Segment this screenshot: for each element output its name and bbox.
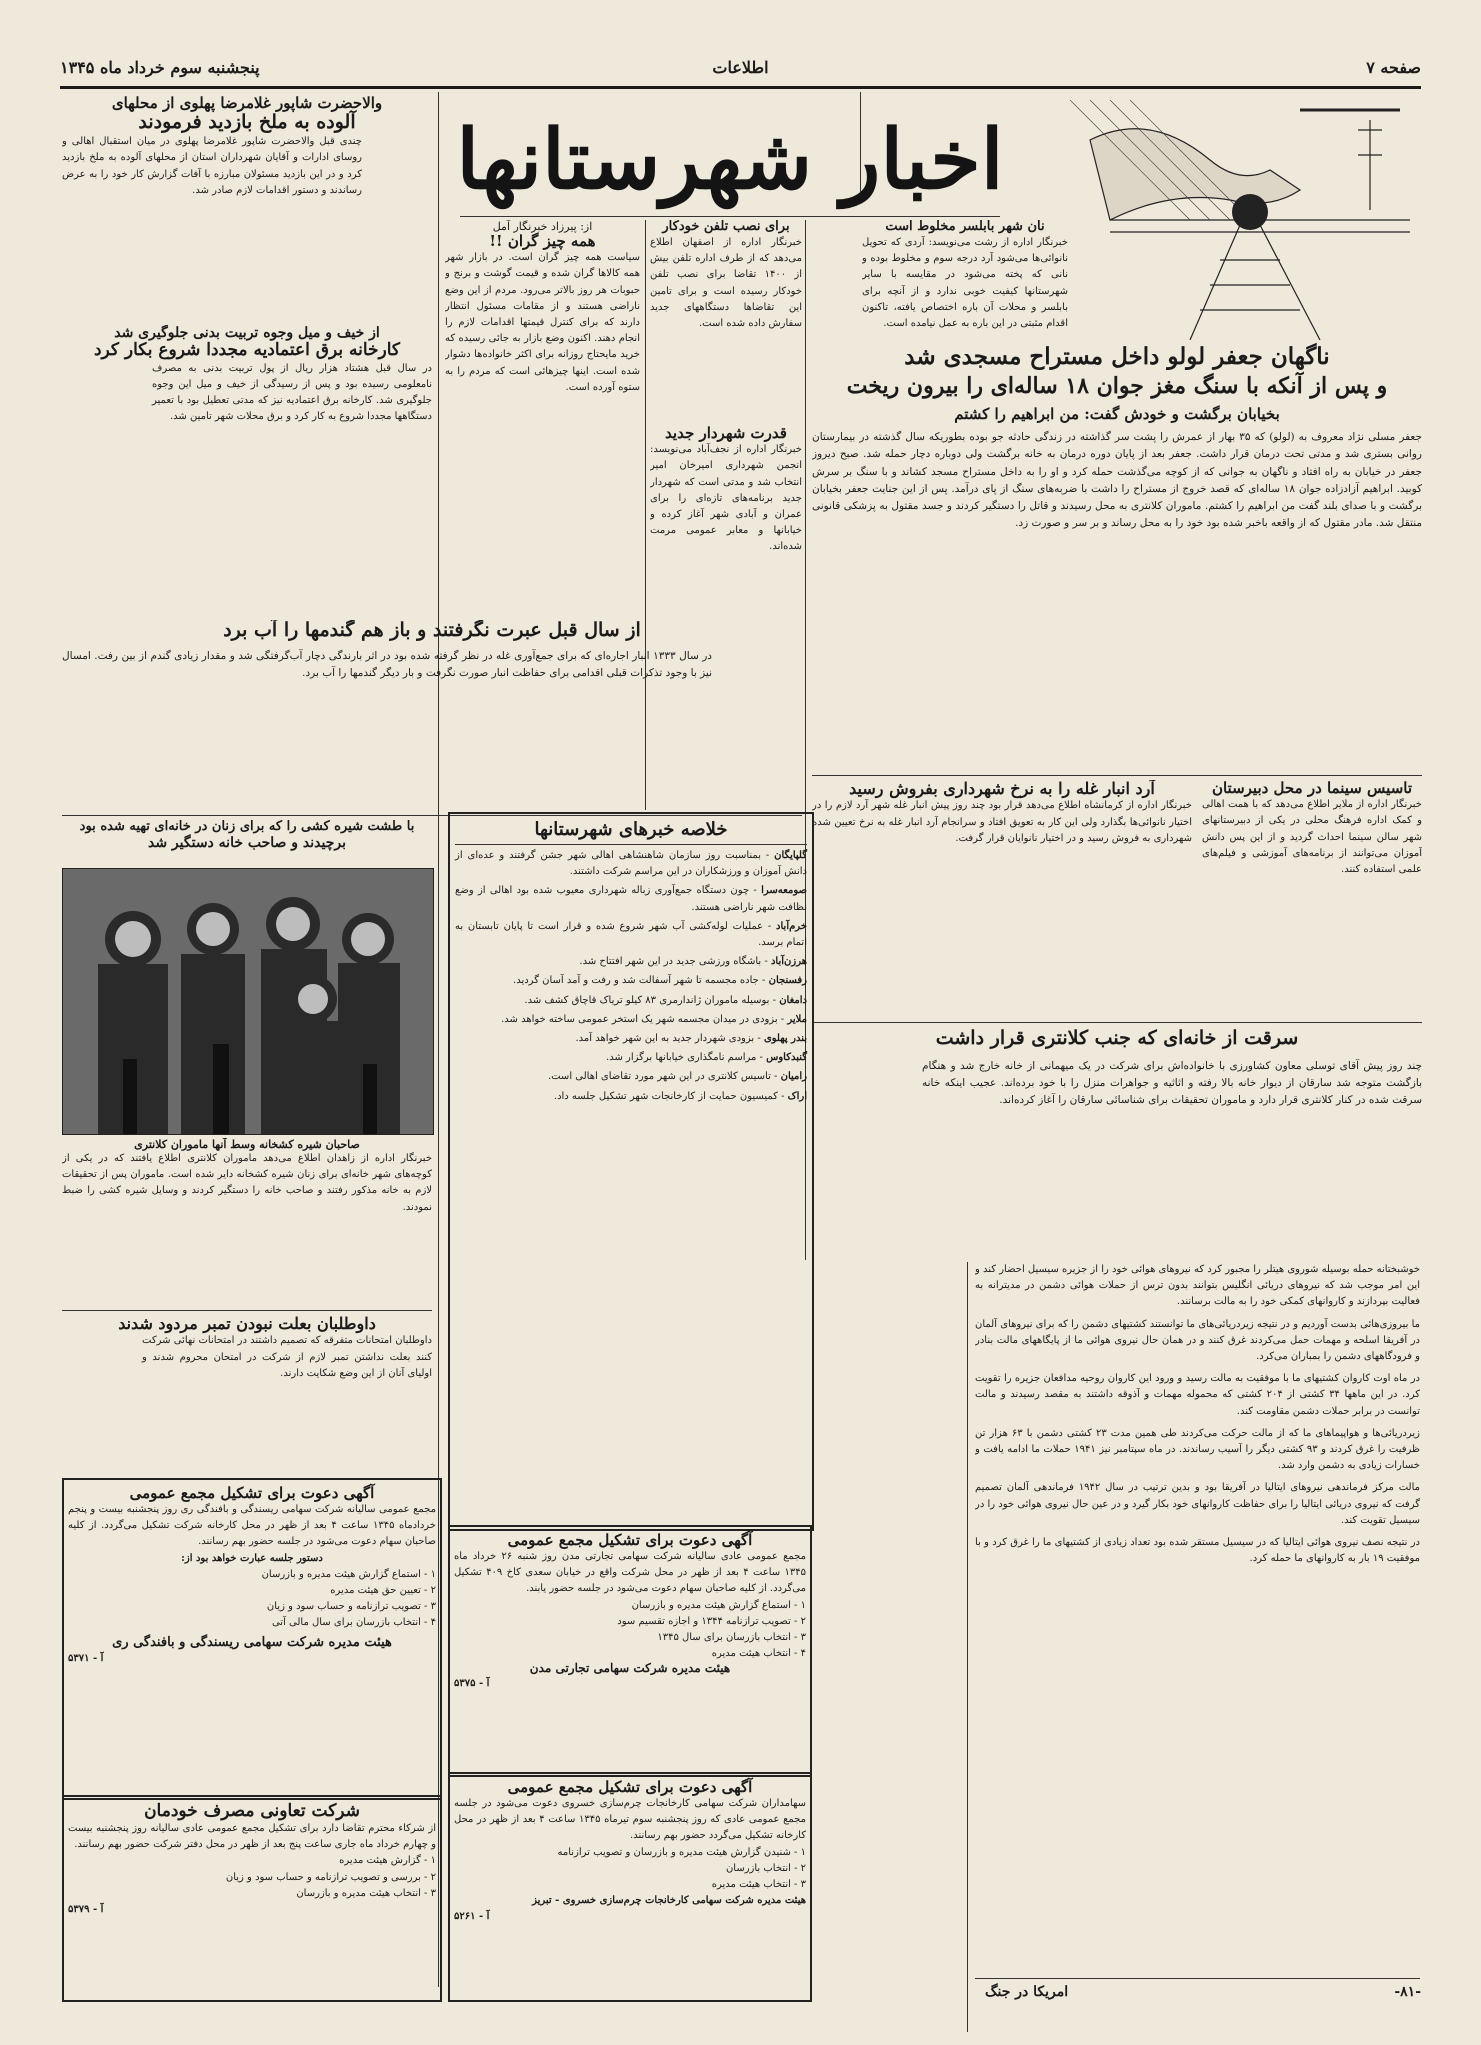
ad-coop-code: آ - ۵۳۷۹ (68, 1904, 104, 1916)
summary-item-city: رامیان (780, 1071, 807, 1083)
war-paragraph-4: زیردریائی‌ها و هواپیماهای ما که از مالت حرکت می‌کردند طی همین مدت ۲۳ کشتی دشمن با ۶۳ هزار تن ظرفیت را غرق کردند و ۹۳ کشتی دیگر را آسیب رساندند. در ماه سپتامبر نیز ۱۹۴۱ حملات ما ادامه یافت و خسارات زیادی به دشمن وارد شد. (975, 1427, 1420, 1472)
cinema-headline: تاسیس سینما در محل دبیرستان (1211, 780, 1413, 797)
group-photo-icon (63, 869, 433, 1134)
summary-item-city: رفسنجان (768, 975, 807, 987)
ad-coop-agenda-1: ۱ - گزارش هیئت مدیره (339, 1855, 436, 1867)
mayor-headline: قدرت شهردار جدید (665, 425, 787, 442)
ad-madan-agenda-1: ۱ - استماع گزارش هیئت مدیره و بازرسان (631, 1599, 806, 1611)
summary-item-separator: - (754, 1033, 764, 1045)
summary-item (455, 1069, 807, 1085)
war-author: امریکا در جنگ (985, 1984, 1069, 2000)
summary-item-text: مراسم نامگذاری خیابانها برگزار شد. (606, 1052, 757, 1064)
ad-cooperative (62, 1795, 442, 2002)
opium-caption-title: صاحبان شیره کشخانه وسط آنها ماموران کلانتری (134, 1138, 360, 1151)
students-article (62, 1315, 432, 1470)
summary-item-text: جاده مجسمه تا شهر آسفالت شد و رفت و آمد آسان گردید. (513, 975, 759, 987)
ad-rey-title: آگهی دعوت برای تشکیل مجمع عمومی (129, 1484, 375, 1502)
telephone-article (650, 220, 802, 420)
murder-article (812, 342, 1422, 772)
ad-madan (448, 1525, 812, 1777)
summary-item-city: صومعه‌سرا (761, 885, 807, 897)
summary-item-text: بزودی شهردار جدید به این شهر خواهد آمد. (575, 1033, 755, 1045)
ad-madan-body: مجمع عمومی عادی سالیانه شرکت سهامی تجارتی مدن روز شنبه ۲۶ خرداد ماه ۱۳۴۵ ساعت ۴ بعد از ظهر در محل شرکت واقع در خیابان سعدی کاخ ۴۰۹ تشکیل می‌گردد. از کلیه صاحبان سهام دعوت می‌شود در جلسه حضور یابند. (454, 1551, 806, 1595)
summary-item-city: هرزن‌آباد (770, 956, 807, 968)
summary-item-separator: - (749, 885, 762, 897)
ad-khosravi-title: آگهی دعوت برای تشکیل مجمع عمومی (507, 1778, 753, 1796)
summary-title: خلاصه خبرهای شهرستانها (455, 819, 807, 845)
war-paragraph-6: در نتیجه نصف نیروی هوائی ایتالیا که در سیسیل مستقر شده بود تعداد زیادی از کشتیهای ما را غرق کرد و با موفقیت ۱۹ بار به کاروانهای ما حمله کرد. (975, 1537, 1420, 1565)
summary-item-text: بمناسبت روز سازمان شاهنشاهی اهالی شهر جشن گرفتند و عده‌ای از دانش آموزان و ورزشکاران در این مراسم شرکت داشتند. (455, 850, 807, 878)
summary-item-text: باشگاه ورزشی جدید در این شهر افتتاح شد. (579, 956, 762, 968)
wheat-headline: از سال قبل عبرت نگرفتند و باز هم گندمها را آب برد (223, 620, 641, 641)
divider-theft (812, 1022, 1422, 1023)
ad-khosravi-agenda-3: ۳ - انتخاب هیئت مدیره (711, 1879, 806, 1891)
ad-madan-title: آگهی دعوت برای تشکیل مجمع عمومی (507, 1531, 753, 1549)
ad-madan-agenda-4: ۴ - انتخاب هیئت مدیره (711, 1648, 806, 1660)
ad-rey-code: آ - ۵۳۷۱ (68, 1652, 104, 1664)
summary-item-city: گلپایگان (774, 850, 807, 861)
students-body: داوطلبان امتحانات متفرقه که تصمیم داشتند در امتحانات نهائی شرکت کنند بعلت نداشتن تمبر لازم از شرکت در امتحان محروم شدند و اولیای آنان از این وضع شکایت دارند. (142, 1335, 432, 1379)
ad-khosravi (448, 1772, 812, 2002)
theft-body: چند روز پیش آقای توسلی معاون کشاورزی با خانواده‌اش برای شرکت در یک میهمانی از خانه خارج شد و هنگام بازگشت متوجه شد سارقان از دیوار خانه بالا رفته و اثاثیه و جواهرات منزل را با خود برده‌اند. عجیب اینکه خانه سرقت شده در کنار کلانتری قرار دارد و ماموران تحقیقات برای شناسائی سارقان را آغاز کرده‌اند. (922, 1059, 1422, 1107)
theft-headline: سرقت از خانه‌ای که جنب کلانتری قرار داشت (935, 1028, 1299, 1049)
summary-item-city: خرم‌آباد (776, 920, 807, 932)
summary-item-text: عملیات لوله‌کشی آب شهر شروع شده و قرار است تا پایان تابستان به اتمام برسد. (455, 920, 807, 949)
summary-item (455, 954, 807, 970)
summary-item-text: بزودی در میدان مجسمه شهر یک استخر عمومی ساخته خواهد شد. (501, 1013, 778, 1025)
flour-body: خبرنگار اداره از کرمانشاه اطلاع می‌دهد قرار بود چند روز پیش انبار غله شهر آرد لازم را در اختیار نانوائی‌ها بگذارد ولی این کار به تعویق افتاد و سرانجام آرد انبار غله به نرخ تعیین شده شهرداری به فروش رسید و در اختیار نانوایان قرار گرفت. (812, 800, 1192, 844)
summary-item (455, 848, 807, 880)
cinema-article (1202, 780, 1422, 1020)
power-article (62, 325, 432, 615)
summary-item (455, 993, 807, 1009)
opium-headline-block (62, 820, 432, 865)
summary-item-separator: - (770, 1071, 781, 1083)
ad-coop-agenda-3: ۳ - انتخاب هیئت مدیره و بازرسان (296, 1887, 436, 1899)
summary-item (455, 919, 807, 951)
murder-body: جعفر مسلی نژاد معروف به (لولو) که ۳۵ بهار از عمرش را پشت سر گذاشته در زندگی حادثه جو بوده بطوریکه سال گذشته در بیمارستان روانی بستری شد و مدتی تحت درمان قرار داشت. جعفر بعد از پایان دوره درمان به خانه برگشت ولی دوباره دچار حمله شد. صبح دیروز جعفر در خیابان به راه افتاد و ناگهان به جوانی که از کوچه می‌گذشت حمله کرد و او را به داخل مستراح مسجد کشاند و با سنگ بر سرش کوبید. ابراهیم آزادزاده جوان ۱۸ ساله‌ای که قصد خروج از مستراح را داشت با ضربه‌های سنگ از پای درآمد. پس از این جنایت جعفر بخیابان برگشت و با صدای بلند گفت من ابراهیم را کشتم. ماموران کلانتری به محل رسیدند و قاتل را دستگیر کردند و جسد مقتول به پزشکی قانونی منتقل شد. مادر مقتول که از واقعه باخبر شده بود خود را به محل رساند و بر سر و صورت زد. (812, 430, 1422, 530)
summary-item-text: کمیسیون حمایت از کارخانجات شهر تشکیل جلسه داد. (553, 1090, 778, 1102)
ad-rey-sign: هیئت مدیره شرکت سهامی ریسندگی و بافندگی ری (112, 1634, 392, 1650)
summary-item-separator: - (761, 850, 775, 861)
bread-body: خبرنگار اداره از رشت می‌نویسد: آردی که تحویل نانوائی‌ها می‌شود آرد درجه سوم و مخلوط بوده و نانی که پخته می‌شود در مقایسه با سایر شهرستانها کیفیت خوبی ندارد و از آنچه برای بابلسر و محلات آن باره اختصاص یافته، تاکنون اقدام مثبتی در این باره به عمل نیامده است. (862, 236, 1068, 329)
summary-item (455, 1089, 807, 1105)
summary-item (455, 1050, 807, 1066)
opium-headline-1: با طشت شیره کشی را که برای زنان در خانه‌ای تهیه شده بود (79, 820, 415, 834)
ad-khosravi-sign: هیئت مدیره شرکت سهامی کارخانجات چرم‌سازی خسروی - تبریز (532, 1895, 806, 1907)
theft-article (812, 1028, 1422, 1253)
war-paragraph-1: خوشبختانه حمله بوسیله شوروی هیتلر را مجبور کرد که نیروهای هوائی خود را از جزیره سیسیل احضار کند و این امر موجب شد که نیروهای دریائی انگلیس بتوانند بدون ترس از حملات هوائی دشمن در مدیترانه به فعالیت بپردازند و کاروانهای کمکی خود را به مالت برسانند. (975, 1264, 1420, 1308)
ad-rey-textile (62, 1478, 442, 1800)
prince-headline-1: والاحضرت شاپور غلامرضا پهلوی از محلهای (111, 95, 383, 112)
prices-headline: همه چیز گران !! (489, 232, 596, 250)
ad-khosravi-agenda-2: ۲ - انتخاب بازرسان (725, 1862, 806, 1874)
summary-item-text: بوسیله ماموران ژاندارمری ۸۳ کیلو تریاک قاچاق کشف شد. (524, 994, 770, 1006)
summary-item-city: ملایر (787, 1013, 807, 1025)
students-headline: داوطلبان بعلت نبودن تمبر مردود شدند (118, 1315, 376, 1333)
ad-rey-agenda-2: ۲ - تعیین حق هیئت مدیره (330, 1585, 436, 1597)
summary-item (455, 1031, 807, 1047)
summary-item-city: بندر پهلوی (763, 1033, 807, 1045)
war-paragraph-2: ما بیروزی‌هائی بدست آوردیم و در نتیجه زیردریائی‌های ما توانستند کشتیهای دشمن را که برای نیروهای آلمان در آفریقا اسلحه و مهمات حمل می‌کردند غرق کنند و در همان حال نیروی هوائی ما از پایگاههای مالت بنادر و فرودگاههای دشمن را بمباران می‌کرد. (975, 1318, 1420, 1363)
power-headline-2: کارخانه برق اعتمادیه مجددا شروع بکار کرد (93, 340, 401, 361)
summary-item-separator: - (761, 956, 771, 968)
prices-byline: از: پیرزاد خبرنگار آمل (492, 220, 593, 233)
divider-students (62, 1310, 432, 1311)
murder-headline-2: و پس از آنکه با سنگ مغز جوان ۱۸ ساله‌ای را بیرون ریخت (846, 373, 1388, 400)
page-number: صفحه ۷ (1366, 58, 1421, 77)
ad-madan-agenda-3: ۳ - انتخاب بازرسان برای سال ۱۳۴۵ (657, 1632, 806, 1644)
summary-item-city: دامغان (779, 994, 807, 1006)
summary-item (455, 1012, 807, 1028)
summary-item-separator: - (777, 1090, 788, 1102)
opium-caption (62, 1138, 432, 1308)
war-serial (975, 1262, 1420, 1974)
header-rule (60, 86, 1421, 89)
prince-article (62, 95, 432, 325)
ad-rey-agenda-3: ۳ - تصویب ترازنامه و حساب سود و زیان (266, 1601, 436, 1613)
prince-headline-2: آلوده به ملخ بازدید فرمودند (138, 111, 356, 134)
ad-coop-title: شرکت تعاونی مصرف خودمان (144, 1801, 360, 1821)
cinema-body: خبرنگار اداره از ملایر اطلاع می‌دهد که با همت اهالی و کمک اداره فرهنگ محلی در یکی از دبیرستانهای شهر سالن سینما احداث گردید و از این پس دانش آموزان می‌توانند از برنامه‌های آموزشی و فیلم‌های علمی استفاده کنند. (1202, 799, 1422, 876)
summary-item-text: چون دستگاه جمع‌آوری زباله شهرداری معیوب شده بود اهالی از وضع نظافت شهر ناراضی هستند. (455, 885, 807, 913)
summary-item-separator: - (763, 920, 777, 932)
ad-madan-sign: هیئت مدیره شرکت سهامی تجارتی مدن (529, 1661, 731, 1676)
opium-headline-2: برچیدند و صاحب خانه دستگیر شد (147, 834, 347, 851)
ad-madan-agenda-2: ۲ - تصویب ترازنامه ۱۳۴۴ و اجازه تقسیم سود (617, 1615, 806, 1627)
ad-madan-code: آ - ۵۳۷۵ (454, 1678, 490, 1690)
telephone-headline: برای نصب تلفن خودکار (662, 220, 790, 234)
war-paragraph-5: مالت مرکز فرماندهی نیروهای ایتالیا در آفریقا بود و بدین ترتیب در سال ۱۹۴۲ فرماندهی آلمان تصمیم گرفت که نیروی دریائی ایتالیا را برای حفاظت کاروانهای خود بکار گیرد و در عین حال نیروی هوائی خود را در سیسیل تقویت کند. (975, 1482, 1420, 1526)
summary-item-city: گنبدکاوس (766, 1052, 807, 1064)
opium-photo (62, 868, 434, 1135)
opium-caption-body: خبرنگار اداره از زاهدان اطلاع می‌دهد ماموران کلانتری اطلاع یافتند که در یکی از کوچه‌های شهر خانه‌ای برای زنان شیره کشخانه دایر شده است. ماموران پس از تحقیقات لازم به خانه مذکور رفتند و صاحب خانه را دستگیر کردند و وسایل شیره کشی را ضبط نمودند. (62, 1153, 432, 1213)
bread-illustration (1070, 100, 1425, 340)
mayor-body: خبرنگار اداره از نجف‌آباد می‌نویسد: انجمن شهرداری امیرخان امیر انتخاب شد و مدتی است که شهردار جدید برنامه‌های تازه‌ای را برای عمران و آبادی شهر آغاز کرده و خیابانها و معابر عمومی مرمت شده‌اند. (650, 444, 802, 553)
ad-rey-agenda-title: دستور جلسه عبارت خواهد بود از: (181, 1552, 323, 1564)
city-news-summary (448, 812, 814, 1531)
column-rule-bottom (967, 1262, 968, 2032)
ad-rey-agenda-4: ۴ - انتخاب بازرسان برای سال مالی آتی (271, 1617, 436, 1629)
ad-khosravi-code: آ - ۵۲۶۱ (454, 1911, 490, 1923)
murder-headline-3: بخیابان برگشت و خودش گفت: من ابراهیم را کشتم (954, 404, 1280, 423)
running-head (60, 58, 1421, 84)
power-headline-1: از خیف و میل وجوه تربیت بدنی جلوگیری شد (114, 325, 380, 341)
murder-headline-1: ناگهان جعفر لولو داخل مستراح مسجدی شد (904, 343, 1330, 370)
ad-rey-body: مجمع عمومی سالیانه شرکت سهامی ریسندگی و بافندگی ری روز پنجشنبه بیست و پنجم خردادماه ۱۳۴۵ ساعت ۴ بعد از ظهر در محل کارخانه شرکت تشکیل می‌گردد. از کلیه صاحبان سهام دعوت می‌شود در جلسه حضور بهم رسانند. (68, 1504, 436, 1548)
flour-article (812, 780, 1192, 1020)
war-number: -۸۱- (1394, 1984, 1421, 2000)
ad-khosravi-body: سهامداران شرکت سهامی کارخانجات چرم‌سازی خسروی دعوت می‌شود در جلسه مجمع عمومی عادی که روز پنجشنبه سوم تیرماه ۱۳۴۵ ساعت ۴ بعد از ظهر در محل کارخانه تشکیل می‌گردد حضور بهم رسانند. (454, 1798, 806, 1842)
summary-item (455, 973, 807, 989)
prices-body: سیاست همه چیز گران است. در بازار شهر همه کالاها گران شده و قیمت گوشت و برنج و حبوبات هر روز بالاتر می‌رود. مردم از این وضع ناراضی هستند و از مقامات مسئول انتظار دارند که برای کنترل قیمتها اقدامات لازم را انجام دهند. اکنون وضع بازار به جائی رسیده که خرید مایحتاج روزانه برای اکثر خانواده‌ها دشوار شده است. اینها چیزهائی است که مردم را به ستوه آورده است. (445, 252, 640, 393)
summary-item-separator: - (758, 975, 769, 987)
wheat-article (62, 620, 802, 805)
wheat-body: در سال ۱۳۳۳ انبار اجاره‌ای که برای جمع‌آوری غله در نظر گرفته شده بود در اثر بارندگی دچار آب‌گرفتگی شد و مقدار زیادی گندم از بین رفت. امسال نیز با وجود تذکرات قبلی اقدامی برای حفاظت انبار صورت نگرفت و بار دیگر گندمها را آب برد. (62, 649, 712, 680)
ad-khosravi-agenda-1: ۱ - شنیدن گزارش هیئت مدیره و بازرسان و تصویب ترازنامه (557, 1846, 806, 1858)
bread-article (862, 220, 1068, 340)
flour-headline: آرد انبار غله را به نرخ شهرداری بفروش رسید (849, 780, 1155, 798)
divider-festival (812, 775, 1422, 776)
power-body: در سال قبل هشتاد هزار ریال از پول تربیت بدنی به مصرف نامعلومی رسیده بود و پس از رسیدگی از خیف و میل این وجوه جلوگیری شد. کارخانه برق اعتمادیه نیز که مدتی تعطیل بود با تعمیر دستگاهها مجددا شروع به کار کرد و برق محلات شهر تامین شد. (152, 362, 432, 423)
ad-rey-agenda-1: ۱ - استماع گزارش هیئت مدیره و بازرسان (261, 1568, 436, 1580)
bread-headline: نان شهر بابلسر مخلوط است (885, 220, 1045, 234)
railway-hand-icon (1070, 100, 1425, 340)
prince-body: چندی قبل والاحضرت شاپور غلامرضا پهلوی در میان استقبال اهالی و روسای ادارات و آقایان شهرداران استان از محلهای آلوده به ملخ بازدید کرد و در این بازدید مسئولان مبارزه با آفات گزارش کار خود را به عرض رساندند و دستور اقدامات لازم صادر شد. (62, 136, 362, 196)
war-paragraph-3: در ماه اوت کاروان کشتیهای ما با موفقیت به مالت رسید و ورود این کاروان روحیه مدافعان جزیره را تقویت کرد. در این ماهها ۳۴ کشتی از ۲۰۴ کشتی که محموله مهمات و آذوقه داشتند به مقصد رسیدند و مالت توانست در برابر حملات دشمن مقاومت کند. (975, 1373, 1420, 1417)
masthead-rule (460, 216, 1000, 217)
summary-item-separator: - (777, 1013, 788, 1025)
summary-item-city: اراک (787, 1090, 807, 1102)
issue-date: پنجشنبه سوم خرداد ماه ۱۳۴۵ (60, 58, 260, 77)
paper-name: اطلاعات (712, 58, 769, 77)
summary-item-separator: - (769, 994, 780, 1006)
summary-list (455, 848, 807, 1105)
ad-coop-body: از شرکاء محترم تقاضا دارد برای تشکیل مجمع عمومی عادی سالیانه روز پنجشنبه بیست و چهارم خرداد ماه جاری ساعت پنج بعد از ظهر در محل دفتر شرکت حضور بهم رسانند. (68, 1823, 436, 1851)
masthead-title: اخبار شهرستانها (456, 112, 1004, 208)
war-footer-rule (975, 1978, 1420, 1979)
summary-item-separator: - (756, 1052, 767, 1064)
ad-coop-agenda-2: ۲ - بررسی و تصویب ترازنامه و حساب سود و زیان (225, 1871, 436, 1883)
summary-item (455, 883, 807, 915)
summary-item-text: تاسیس کلانتری در این شهر مورد تقاضای اهالی است. (547, 1071, 771, 1083)
telephone-body: خبرنگار اداره از اصفهان اطلاع می‌دهد که از طرف اداره تلفن بیش از ۱۴۰۰ تقاضا برای نصب تلفن خودکار رسیده است و برای تامین این تقاضاها دستگاههای جدید سفارش داده شده است. (650, 236, 802, 329)
